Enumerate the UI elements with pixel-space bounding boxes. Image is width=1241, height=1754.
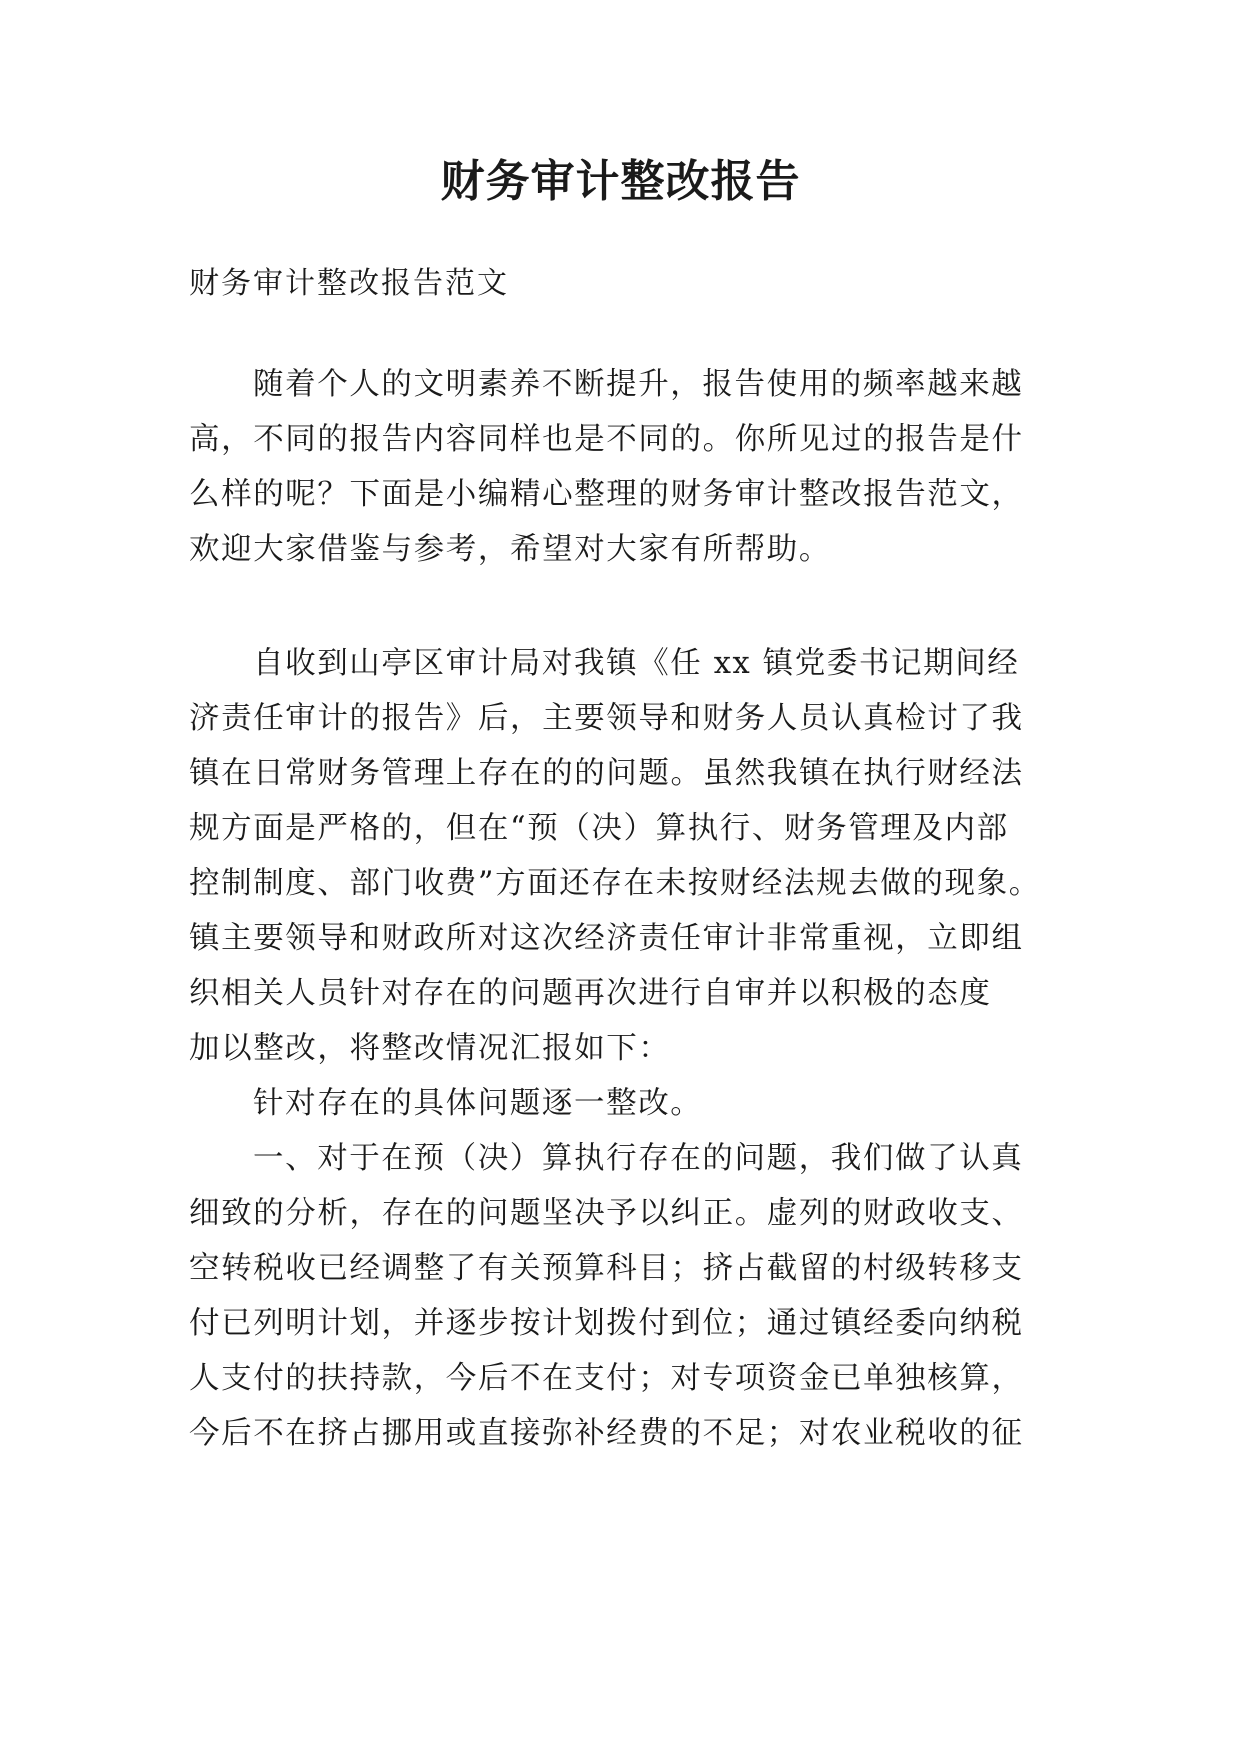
document-subtitle: 财务审计整改报告范文 xyxy=(189,266,509,301)
paragraph-line: 细致的分析，存在的问题坚决予以纠正。虚列的财政收支、 xyxy=(189,1196,1024,1231)
paragraph-line: 镇在日常财务管理上存在的的问题。虽然我镇在执行财经法 xyxy=(189,756,1024,791)
paragraph-line: 自收到山亭区审计局对我镇《任 xx 镇党委书记期间经 xyxy=(253,646,1020,681)
paragraph-line: 么样的呢？下面是小编精心整理的财务审计整改报告范文， xyxy=(189,477,1024,512)
paragraph-line: 织相关人员针对存在的问题再次进行自审并以积极的态度 xyxy=(189,976,992,1011)
paragraph-line: 随着个人的文明素养不断提升，报告使用的频率越来越 xyxy=(253,367,1024,402)
paragraph-line: 高，不同的报告内容同样也是不同的。你所见过的报告是什 xyxy=(189,422,1024,457)
paragraph-line: 济责任审计的报告》后，主要领导和财务人员认真检讨了我 xyxy=(189,701,1024,736)
paragraph-line: 人支付的扶持款，今后不在支付；对专项资金已单独核算， xyxy=(189,1361,1024,1396)
paragraph-line: 今后不在挤占挪用或直接弥补经费的不足；对农业税收的征 xyxy=(189,1416,1024,1451)
document-title: 财务审计整改报告 xyxy=(440,156,801,207)
paragraph-line: 控制制度、部门收费”方面还存在未按财经法规去做的现象。 xyxy=(189,866,1041,901)
paragraph-line: 镇主要领导和财政所对这次经济责任审计非常重视，立即组 xyxy=(189,921,1024,956)
paragraph-line: 加以整改，将整改情况汇报如下： xyxy=(189,1031,671,1066)
paragraph-line: 付已列明计划，并逐步按计划拨付到位；通过镇经委向纳税 xyxy=(189,1306,1024,1341)
paragraph-line: 规方面是严格的，但在“预（决）算执行、财务管理及内部 xyxy=(189,811,1009,846)
paragraph-line: 欢迎大家借鉴与参考，希望对大家有所帮助。 xyxy=(189,532,831,567)
paragraph-line: 空转税收已经调整了有关预算科目；挤占截留的村级转移支 xyxy=(189,1251,1024,1286)
paragraph-line: 一、对于在预（决）算执行存在的问题，我们做了认真 xyxy=(253,1141,1024,1176)
paragraph-line: 针对存在的具体问题逐一整改。 xyxy=(253,1086,703,1121)
